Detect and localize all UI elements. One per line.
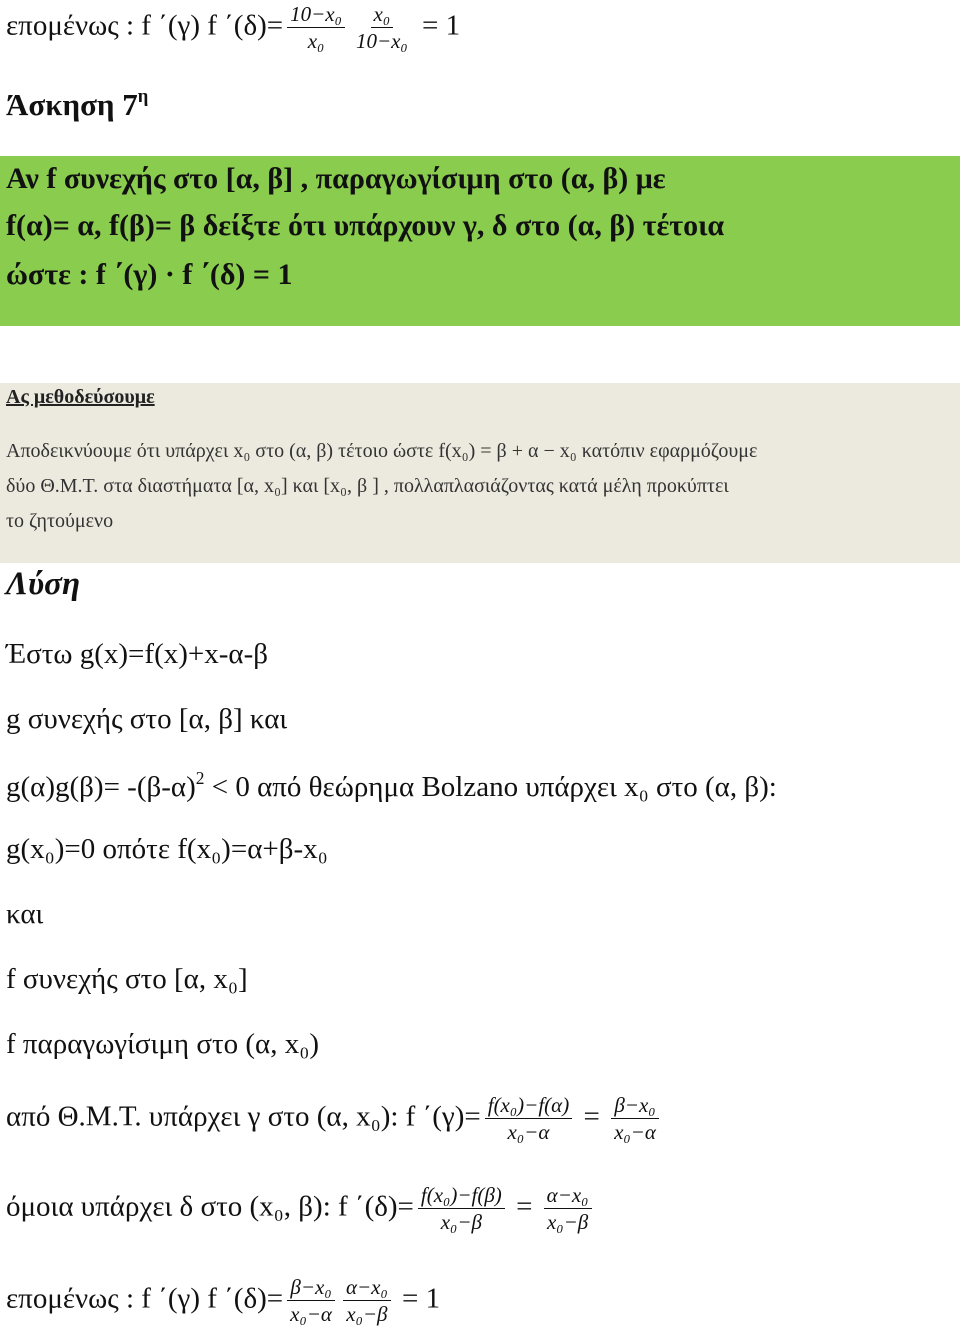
conclusion-value: = 1 — [402, 1282, 441, 1315]
conclusion-line — [6, 1275, 440, 1326]
statement-line-1: Αν f συνεχής στο [α, β] , παραγωγίσιμη στο (α, β) με — [6, 162, 666, 195]
method-heading: Ας μεθοδεύσουμε — [6, 386, 155, 408]
fraction-numerator: β−x₀ — [611, 1093, 658, 1119]
mvt-delta-line — [6, 1183, 596, 1234]
fraction-numerator: f(x₀)−f(β) — [418, 1183, 505, 1209]
statement-line-3: ώστε : f ΄(γ) · f ΄(δ) = 1 — [6, 258, 293, 291]
mvt-gamma-fraction-2 — [611, 1093, 659, 1144]
mvt-gamma-fraction-1 — [485, 1093, 572, 1144]
solution-step-2: g συνεχής στο [α, β] και — [6, 703, 288, 735]
method-line-1: Αποδεικνύουμε ότι υπάρχει x₀ στο (α, β) τέτοιο ώστε f(x₀) = β + α − x₀ κατόπιν εφαρμόζουμε — [6, 440, 758, 462]
fraction-denominator: 10−x₀ — [355, 29, 408, 54]
fraction-numerator: x₀ — [371, 2, 394, 28]
solution-step-3 — [6, 768, 777, 804]
previous-result-value: = 1 — [421, 9, 461, 42]
fraction-denominator: x₀−β — [346, 1302, 388, 1327]
previous-result-line — [6, 2, 460, 53]
method-line-3: το ζητούμενο — [6, 510, 114, 532]
fraction-denominator: x₀−α — [507, 1120, 550, 1145]
solution-step-6: f συνεχής στο [α, x₀] — [6, 963, 248, 995]
fraction-numerator: β−x₀ — [287, 1275, 334, 1301]
mvt-delta-fraction-2 — [544, 1183, 592, 1234]
fraction-denominator: x₀−β — [440, 1210, 482, 1235]
conclusion-fraction-2 — [343, 1275, 391, 1326]
conclusion-prefix: επομένως : f ΄(γ) f ΄(δ)= — [6, 1282, 284, 1315]
equals-sign: = — [583, 1100, 600, 1133]
mvt-delta-prefix: όμοια υπάρχει δ στο (x₀, β): f ΄(δ)= — [6, 1190, 414, 1223]
fraction-numerator: α−x₀ — [343, 1275, 391, 1301]
previous-result-fraction-2 — [353, 2, 411, 53]
conclusion-fraction-1 — [287, 1275, 335, 1326]
exercise-title — [6, 86, 148, 123]
solution-heading: Λύση — [6, 566, 81, 602]
solution-step-5: και — [6, 898, 44, 930]
exercise-statement-box — [0, 156, 960, 326]
method-box — [0, 383, 960, 563]
statement-line-2: f(α)= α, f(β)= β δείξτε ότι υπάρχουν γ, δ στο (α, β) τέτοια — [6, 209, 725, 242]
previous-result-prefix: επομένως : f ΄(γ) f ΄(δ)= — [6, 9, 284, 42]
method-line-2: δύο Θ.Μ.Τ. στα διαστήματα [α, x₀] και [x₀, β ] , πολλαπλασιάζοντας κατά μέλη προκύπτει — [6, 475, 729, 497]
mvt-gamma-prefix: από Θ.Μ.Τ. υπάρχει γ στο (α, x₀): f ΄(γ)= — [6, 1100, 481, 1133]
step-3-right: < 0 από θεώρημα Bolzano υπάρχει x₀ στο (α, β): — [204, 771, 777, 804]
equals-sign: = — [516, 1190, 533, 1223]
solution-step-4: g(x₀)=0 οπότε f(x₀)=α+β-x₀ — [6, 833, 328, 865]
previous-result-fraction-1 — [287, 2, 345, 53]
fraction-denominator: x₀−α — [290, 1302, 332, 1327]
fraction-numerator: α−x₀ — [544, 1183, 592, 1209]
step-3-exponent: 2 — [195, 768, 205, 788]
fraction-denominator: x₀ — [307, 29, 325, 54]
mvt-gamma-line — [6, 1093, 663, 1144]
exercise-title-text: Άσκηση 7 — [6, 87, 138, 123]
fraction-denominator: x₀−α — [614, 1120, 656, 1145]
step-3-left: g(α)g(β)= -(β-α) — [6, 771, 196, 804]
solution-step-1: Έστω g(x)=f(x)+x-α-β — [6, 638, 269, 670]
exercise-title-superscript: η — [137, 86, 149, 107]
solution-step-7: f παραγωγίσιμη στο (α, x₀) — [6, 1028, 319, 1060]
fraction-numerator: 10−x₀ — [287, 2, 345, 28]
fraction-numerator: f(x₀)−f(α) — [485, 1093, 572, 1119]
mvt-delta-fraction-1 — [418, 1183, 505, 1234]
fraction-denominator: x₀−β — [546, 1210, 589, 1235]
